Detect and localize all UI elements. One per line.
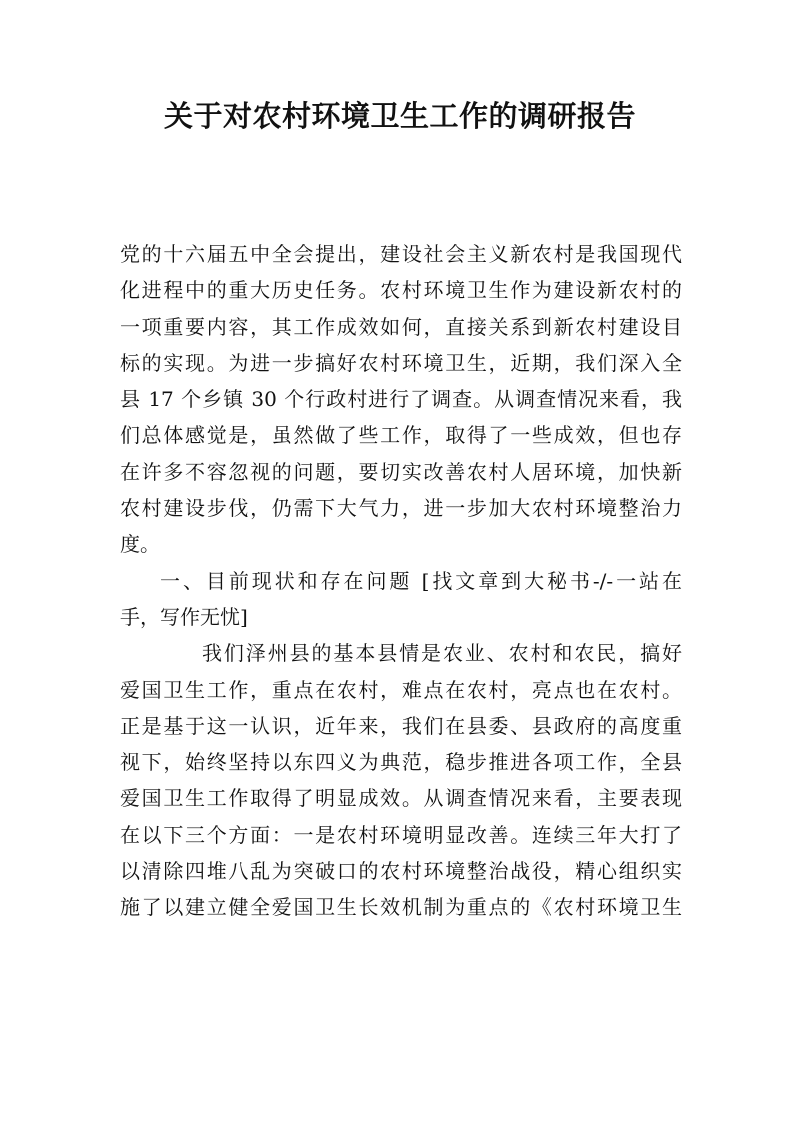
paragraph-1-line-2: 化进程中的重大历史任务。农村环境卫生作为建设新农村的 [120,278,682,303]
section-heading-line-2: 手，写作无忧] [120,604,248,629]
paragraph-3-line-5: 爱国卫生工作取得了明显成效。从调查情况来看，主要表现 [120,786,682,811]
paragraph-3-line-4: 视下，始终坚持以东四义为典范，稳步推进各项工作，全县 [120,750,682,775]
paragraph-1-line-3: 一项重要内容，其工作成效如何，直接关系到新农村建设目 [120,314,682,339]
document-body [120,236,682,926]
paragraph-1-line-9: 度。 [120,532,160,557]
section-heading-line-1: 一、目前现状和存在问题 [找文章到大秘书-/-一站在 [160,568,682,593]
paragraph-1-line-8: 农村建设步伐，仍需下大气力，进一步加大农村环境整治力 [120,496,682,521]
paragraph-3-line-3: 正是基于这一认识，近年来，我们在县委、县政府的高度重 [120,713,682,738]
paragraph-3-line-7: 以清除四堆八乱为突破口的农村环境整治战役，精心组织实 [120,859,682,884]
paragraph-3-line-2: 爱国卫生工作，重点在农村，难点在农村，亮点也在农村。 [120,677,682,702]
paragraph-1-line-7: 在许多不容忽视的问题，要切实改善农村人居环境，加快新 [120,459,682,484]
paragraph-3-line-8: 施了以建立健全爱国卫生长效机制为重点的《农村环境卫生 [120,895,682,920]
paragraph-3-line-6: 在以下三个方面：一是农村环境明显改善。连续三年大打了 [120,822,682,847]
paragraph-3-line-1: 我们泽州县的基本县情是农业、农村和农民，搞好 [202,641,682,666]
paragraph-1-line-1: 党的十六届五中全会提出，建设社会主义新农村是我国现代 [120,242,682,266]
document-title: 关于对农村环境卫生工作的调研报告 [163,99,636,133]
paragraph-1-line-4: 标的实现。为进一步搞好农村环境卫生，近期，我们深入全 [120,350,682,375]
paragraph-1-line-6: 们总体感觉是，虽然做了些工作，取得了一些成效，但也存 [120,423,682,448]
paragraph-1-line-5: 县 17 个乡镇 30 个行政村进行了调查。从调查情况来看，我 [120,387,682,412]
